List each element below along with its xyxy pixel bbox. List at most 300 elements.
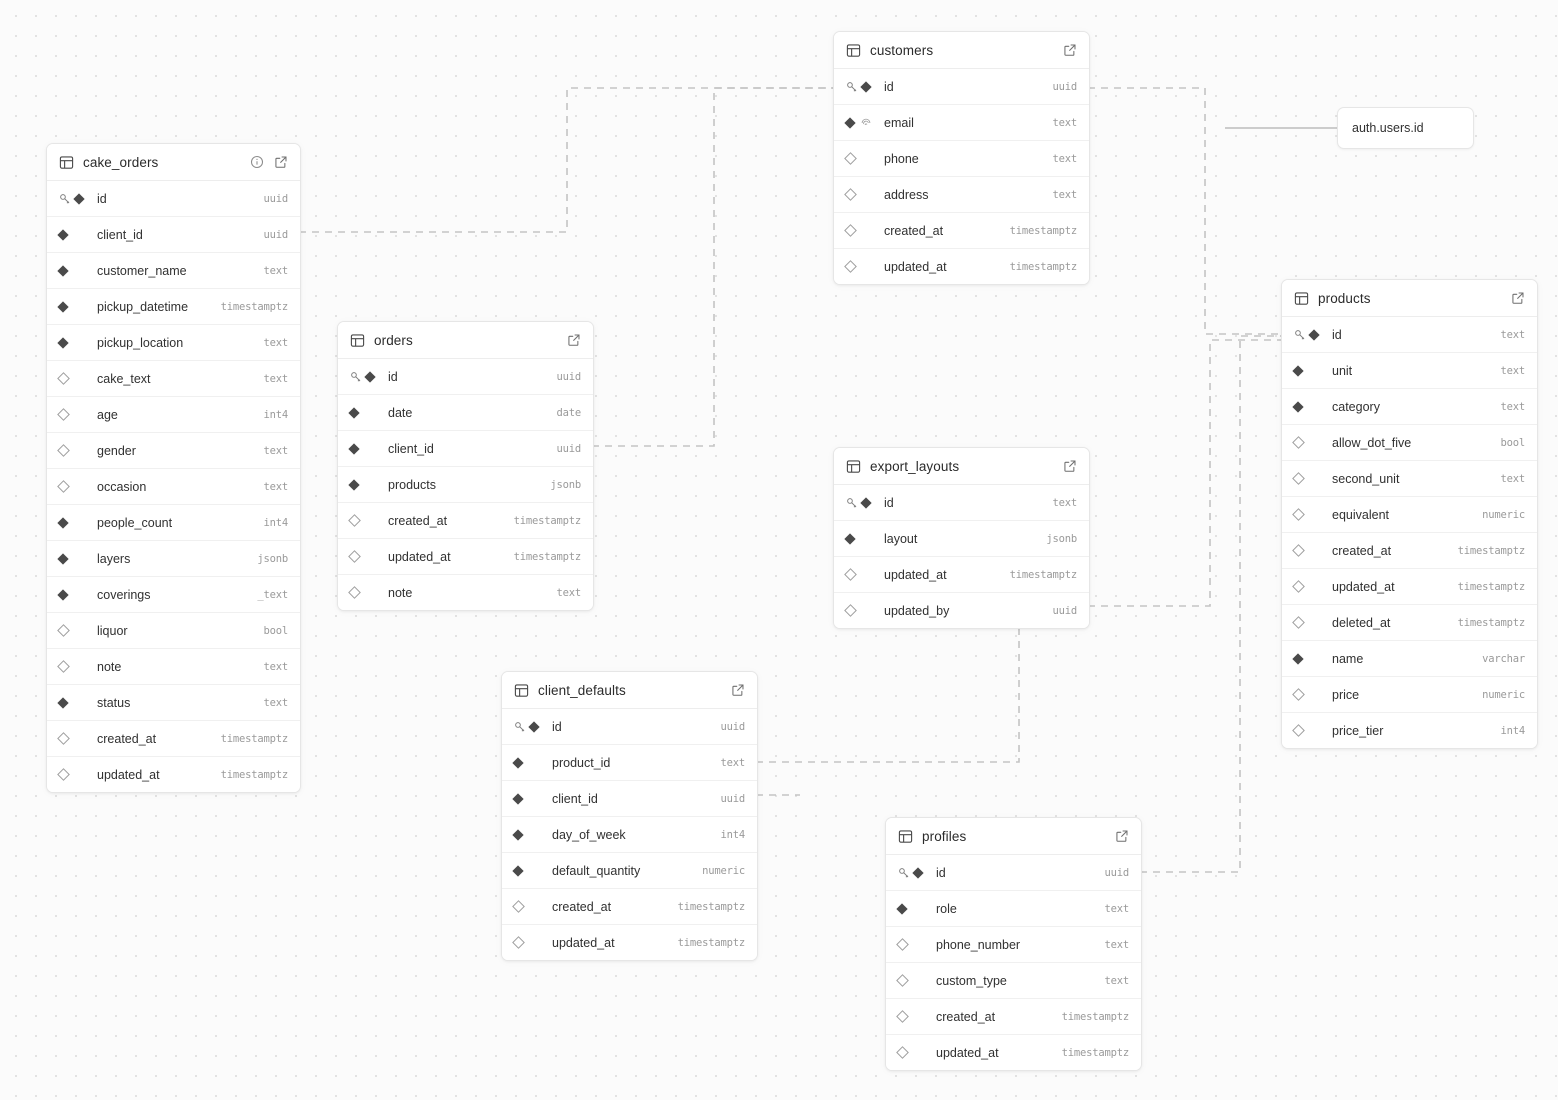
column-markers <box>1294 582 1332 591</box>
column-markers <box>1294 367 1332 375</box>
primary-key-icon <box>846 81 858 93</box>
column-type: timestamptz <box>220 732 288 745</box>
table-title: client_defaults <box>538 682 626 698</box>
column-name: equivalent <box>1332 507 1389 522</box>
table-title: products <box>1318 290 1371 306</box>
column-name: occasion <box>97 479 147 494</box>
table-column-row[interactable] <box>834 485 1089 521</box>
column-type: jsonb <box>257 552 288 565</box>
required-field-icon <box>1292 401 1303 412</box>
column-markers <box>59 446 97 455</box>
column-markers <box>59 626 97 635</box>
nullable-field-icon <box>844 568 857 581</box>
relationship-edge <box>1088 88 1281 334</box>
required-field-icon <box>844 117 855 128</box>
column-name: updated_at <box>552 935 615 950</box>
column-name: price_tier <box>1332 723 1384 738</box>
required-field-icon <box>57 265 68 276</box>
column-name: category <box>1332 399 1380 414</box>
column-type: _text <box>257 588 288 601</box>
column-type: text <box>263 336 288 349</box>
table-column-row[interactable] <box>886 927 1141 963</box>
column-markers <box>59 699 97 707</box>
column-type: text <box>263 444 288 457</box>
table-header-cake_orders[interactable] <box>47 144 300 181</box>
relationship-edge <box>1088 340 1281 606</box>
column-type: text <box>1500 328 1525 341</box>
column-name: note <box>388 585 413 600</box>
column-name: liquor <box>97 623 128 638</box>
nullable-field-icon <box>1292 472 1305 485</box>
nullable-field-icon <box>57 372 70 385</box>
table-column-row[interactable] <box>47 613 300 649</box>
table-column-row[interactable] <box>47 721 300 757</box>
column-type: timestamptz <box>677 936 745 949</box>
column-markers <box>59 339 97 347</box>
nullable-field-icon <box>348 514 361 527</box>
table-node-customers[interactable] <box>833 31 1090 285</box>
column-name: layout <box>884 531 918 546</box>
column-markers <box>59 662 97 671</box>
column-name: address <box>884 187 929 202</box>
table-column-row[interactable] <box>1282 461 1537 497</box>
column-type: text <box>263 480 288 493</box>
table-column-row[interactable] <box>886 963 1141 999</box>
table-header-products[interactable] <box>1282 280 1537 317</box>
open-external-icon[interactable] <box>567 333 581 347</box>
column-name: phone <box>884 151 919 166</box>
column-name: day_of_week <box>552 827 626 842</box>
column-name: role <box>936 901 957 916</box>
required-field-icon <box>57 229 68 240</box>
column-name: people_count <box>97 515 173 530</box>
column-markers <box>1294 690 1332 699</box>
nullable-field-icon <box>1292 436 1305 449</box>
required-field-icon <box>896 903 907 914</box>
column-name: updated_at <box>936 1045 999 1060</box>
table-column-row[interactable] <box>886 999 1141 1035</box>
column-type: int4 <box>263 408 288 421</box>
column-type: numeric <box>1482 508 1525 521</box>
nullable-field-icon <box>57 768 70 781</box>
table-header-customers[interactable] <box>834 32 1089 69</box>
column-markers <box>59 770 97 779</box>
column-type: timestamptz <box>677 900 745 913</box>
table-header-export_layouts[interactable] <box>834 448 1089 485</box>
table-column-row[interactable] <box>1282 389 1537 425</box>
table-header-actions <box>1511 291 1525 305</box>
table-column-row[interactable] <box>47 757 300 792</box>
column-markers <box>898 867 936 879</box>
column-type: uuid <box>1052 80 1077 93</box>
column-name: second_unit <box>1332 471 1400 486</box>
column-name: cake_text <box>97 371 151 386</box>
column-markers <box>350 588 388 597</box>
column-name: gender <box>97 443 136 458</box>
table-column-row[interactable] <box>834 249 1089 284</box>
column-name: id <box>884 495 894 510</box>
column-markers <box>59 410 97 419</box>
table-column-row[interactable] <box>1282 677 1537 713</box>
column-type: timestamptz <box>220 768 288 781</box>
column-name: created_at <box>936 1009 996 1024</box>
column-markers <box>846 81 884 93</box>
column-name: updated_at <box>388 549 451 564</box>
column-type: int4 <box>1500 724 1525 737</box>
table-column-row[interactable] <box>47 181 300 217</box>
table-title: profiles <box>922 828 967 844</box>
nullable-field-icon <box>896 974 909 987</box>
column-type: numeric <box>702 864 745 877</box>
column-name: price <box>1332 687 1360 702</box>
table-column-row[interactable] <box>834 557 1089 593</box>
column-type: text <box>1052 116 1077 129</box>
column-markers <box>846 262 884 271</box>
open-external-icon[interactable] <box>1063 43 1077 57</box>
open-external-icon[interactable] <box>274 155 288 169</box>
column-type: uuid <box>556 370 581 383</box>
column-markers <box>1294 438 1332 447</box>
relationship-edge <box>299 88 833 232</box>
required-field-icon <box>57 517 68 528</box>
table-column-row[interactable] <box>1282 713 1537 748</box>
table-title: export_layouts <box>870 458 960 474</box>
column-markers <box>59 591 97 599</box>
column-name: custom_type <box>936 973 1007 988</box>
required-field-icon <box>512 829 523 840</box>
table-column-row[interactable] <box>338 359 593 395</box>
column-type: timestamptz <box>1457 544 1525 557</box>
nullable-field-icon <box>57 660 70 673</box>
column-name: id <box>884 79 894 94</box>
column-markers <box>846 117 884 129</box>
column-type: text <box>1052 152 1077 165</box>
table-column-row[interactable] <box>502 853 757 889</box>
table-icon <box>514 683 529 698</box>
table-column-row[interactable] <box>47 361 300 397</box>
table-icon <box>898 829 913 844</box>
nullable-field-icon <box>57 444 70 457</box>
column-markers <box>59 231 97 239</box>
nullable-field-icon <box>57 480 70 493</box>
required-field-icon <box>860 81 871 92</box>
nullable-field-icon <box>57 408 70 421</box>
table-column-row[interactable] <box>886 1035 1141 1070</box>
column-markers <box>1294 510 1332 519</box>
column-type: text <box>263 264 288 277</box>
column-type: timestamptz <box>1061 1046 1129 1059</box>
nullable-field-icon <box>896 1046 909 1059</box>
column-type: timestamptz <box>1009 260 1077 273</box>
nullable-field-icon <box>896 1010 909 1023</box>
table-column-row[interactable] <box>1282 533 1537 569</box>
primary-key-icon <box>350 371 362 383</box>
column-markers <box>846 190 884 199</box>
column-name: layers <box>97 551 131 566</box>
table-column-row[interactable] <box>47 433 300 469</box>
table-column-row[interactable] <box>1282 605 1537 641</box>
table-column-row[interactable] <box>338 467 593 503</box>
table-column-row[interactable] <box>502 745 757 781</box>
column-type: int4 <box>263 516 288 529</box>
column-type: uuid <box>720 720 745 733</box>
column-name: product_id <box>552 755 611 770</box>
table-column-row[interactable] <box>338 539 593 575</box>
column-markers <box>514 721 552 733</box>
column-type: timestamptz <box>220 300 288 313</box>
column-markers <box>898 905 936 913</box>
open-external-icon[interactable] <box>731 683 745 697</box>
table-title: cake_orders <box>83 154 159 170</box>
column-type: numeric <box>1482 688 1525 701</box>
table-column-row[interactable] <box>502 817 757 853</box>
column-name: id <box>936 865 946 880</box>
column-name: updated_at <box>97 767 160 782</box>
column-markers <box>514 831 552 839</box>
table-column-row[interactable] <box>502 889 757 925</box>
table-icon <box>846 43 861 58</box>
column-markers <box>898 1048 936 1057</box>
required-field-icon <box>57 301 68 312</box>
required-field-icon <box>348 479 359 490</box>
column-name: updated_at <box>1332 579 1395 594</box>
column-type: text <box>720 756 745 769</box>
column-type: date <box>556 406 581 419</box>
required-field-icon <box>57 553 68 564</box>
table-header-actions <box>1063 43 1077 57</box>
table-column-row[interactable] <box>834 105 1089 141</box>
nullable-field-icon <box>844 152 857 165</box>
table-column-row[interactable] <box>47 541 300 577</box>
nullable-field-icon <box>512 900 525 913</box>
table-column-row[interactable] <box>1282 317 1537 353</box>
table-header-actions <box>1063 459 1077 473</box>
table-column-row[interactable] <box>1282 353 1537 389</box>
column-type: text <box>263 696 288 709</box>
table-node-client_defaults[interactable] <box>501 671 758 961</box>
required-field-icon <box>57 589 68 600</box>
column-name: coverings <box>97 587 151 602</box>
column-markers <box>1294 655 1332 663</box>
column-markers <box>59 734 97 743</box>
table-column-row[interactable] <box>834 521 1089 557</box>
column-markers <box>1294 546 1332 555</box>
table-column-row[interactable] <box>1282 641 1537 677</box>
table-column-row[interactable] <box>834 593 1089 628</box>
table-node-cake_orders[interactable] <box>46 143 301 793</box>
open-external-icon[interactable] <box>1511 291 1525 305</box>
column-markers <box>350 409 388 417</box>
column-markers <box>350 445 388 453</box>
table-column-row[interactable] <box>338 503 593 539</box>
required-field-icon <box>73 193 84 204</box>
table-column-row[interactable] <box>834 69 1089 105</box>
table-column-row[interactable] <box>47 577 300 613</box>
column-type: uuid <box>263 228 288 241</box>
table-column-row[interactable] <box>338 395 593 431</box>
required-field-icon <box>348 407 359 418</box>
column-name: id <box>97 191 107 206</box>
column-markers <box>1294 726 1332 735</box>
column-markers <box>350 481 388 489</box>
column-type: bool <box>1500 436 1525 449</box>
primary-key-icon <box>1294 329 1306 341</box>
nullable-field-icon <box>1292 724 1305 737</box>
required-field-icon <box>512 865 523 876</box>
open-external-icon[interactable] <box>1063 459 1077 473</box>
column-markers <box>59 519 97 527</box>
external-node-label: auth.users.id <box>1352 121 1424 135</box>
table-column-row[interactable] <box>502 925 757 960</box>
nullable-field-icon <box>57 732 70 745</box>
table-icon <box>1294 291 1309 306</box>
nullable-field-icon <box>844 604 857 617</box>
column-type: timestamptz <box>1009 568 1077 581</box>
table-column-row[interactable] <box>834 141 1089 177</box>
required-field-icon <box>844 533 855 544</box>
table-icon <box>350 333 365 348</box>
primary-key-icon <box>846 497 858 509</box>
table-column-row[interactable] <box>1282 425 1537 461</box>
table-title: orders <box>374 332 413 348</box>
column-type: uuid <box>556 442 581 455</box>
column-type: jsonb <box>550 478 581 491</box>
column-type: text <box>1052 188 1077 201</box>
column-name: phone_number <box>936 937 1021 952</box>
column-name: client_id <box>388 441 434 456</box>
column-type: text <box>263 372 288 385</box>
table-column-row[interactable] <box>834 213 1089 249</box>
column-markers <box>1294 474 1332 483</box>
column-name: products <box>388 477 436 492</box>
unique-index-icon <box>860 117 872 129</box>
table-header-profiles[interactable] <box>886 818 1141 855</box>
column-name: id <box>388 369 398 384</box>
column-markers <box>350 516 388 525</box>
column-markers <box>846 535 884 543</box>
required-field-icon <box>348 443 359 454</box>
primary-key-icon <box>898 867 910 879</box>
column-type: text <box>1104 902 1129 915</box>
column-markers <box>514 759 552 767</box>
column-name: client_id <box>552 791 598 806</box>
column-name: created_at <box>1332 543 1392 558</box>
table-node-export_layouts[interactable] <box>833 447 1090 629</box>
column-markers <box>1294 329 1332 341</box>
column-markers <box>1294 618 1332 627</box>
table-column-row[interactable] <box>1282 497 1537 533</box>
column-name: name <box>1332 651 1364 666</box>
table-header-orders[interactable] <box>338 322 593 359</box>
table-title: customers <box>870 42 934 58</box>
required-field-icon <box>364 371 375 382</box>
column-name: pickup_location <box>97 335 184 350</box>
primary-key-icon <box>514 721 526 733</box>
column-markers <box>514 795 552 803</box>
column-type: timestamptz <box>1457 616 1525 629</box>
table-column-row[interactable] <box>1282 569 1537 605</box>
table-node-products[interactable] <box>1281 279 1538 749</box>
column-markers <box>59 267 97 275</box>
table-icon <box>846 459 861 474</box>
table-column-row[interactable] <box>338 431 593 467</box>
table-column-row[interactable] <box>47 397 300 433</box>
table-column-row[interactable] <box>47 685 300 721</box>
nullable-field-icon <box>1292 544 1305 557</box>
column-type: text <box>1500 364 1525 377</box>
column-markers <box>59 374 97 383</box>
required-field-icon <box>860 497 871 508</box>
required-field-icon <box>57 337 68 348</box>
nullable-field-icon <box>57 624 70 637</box>
required-field-icon <box>512 793 523 804</box>
table-header-client_defaults[interactable] <box>502 672 757 709</box>
table-node-orders[interactable] <box>337 321 594 611</box>
nullable-field-icon <box>348 550 361 563</box>
column-name: default_quantity <box>552 863 641 878</box>
column-type: text <box>1104 938 1129 951</box>
column-name: created_at <box>97 731 157 746</box>
nullable-field-icon <box>1292 580 1305 593</box>
column-name: deleted_at <box>1332 615 1391 630</box>
column-type: int4 <box>720 828 745 841</box>
table-column-row[interactable] <box>47 289 300 325</box>
table-column-row[interactable] <box>834 177 1089 213</box>
required-field-icon <box>528 721 539 732</box>
column-name: note <box>97 659 122 674</box>
column-name: created_at <box>552 899 612 914</box>
table-column-row[interactable] <box>47 217 300 253</box>
column-type: text <box>1500 472 1525 485</box>
table-column-row[interactable] <box>886 891 1141 927</box>
table-column-row[interactable] <box>47 325 300 361</box>
column-name: created_at <box>388 513 448 528</box>
table-column-row[interactable] <box>47 649 300 685</box>
column-name: client_id <box>97 227 143 242</box>
column-markers <box>898 1012 936 1021</box>
table-column-row[interactable] <box>886 855 1141 891</box>
table-column-row[interactable] <box>47 505 300 541</box>
external-node-auth_users_id[interactable] <box>1337 107 1474 149</box>
table-node-profiles[interactable] <box>885 817 1142 1071</box>
table-column-row[interactable] <box>47 469 300 505</box>
relationship-edge <box>592 88 833 446</box>
info-icon[interactable] <box>250 155 264 169</box>
column-markers <box>514 902 552 911</box>
column-markers <box>514 938 552 947</box>
relationship-edge <box>1140 336 1281 872</box>
table-column-row[interactable] <box>502 709 757 745</box>
table-column-row[interactable] <box>47 253 300 289</box>
required-field-icon <box>57 697 68 708</box>
column-markers <box>898 940 936 949</box>
column-name: updated_at <box>884 567 947 582</box>
open-external-icon[interactable] <box>1115 829 1129 843</box>
nullable-field-icon <box>1292 508 1305 521</box>
column-name: email <box>884 115 914 130</box>
column-markers <box>846 154 884 163</box>
column-markers <box>59 303 97 311</box>
column-markers <box>350 371 388 383</box>
required-field-icon <box>1308 329 1319 340</box>
nullable-field-icon <box>844 224 857 237</box>
column-name: date <box>388 405 413 420</box>
table-column-row[interactable] <box>502 781 757 817</box>
column-type: timestamptz <box>513 550 581 563</box>
table-column-row[interactable] <box>338 575 593 610</box>
column-markers <box>898 976 936 985</box>
column-type: jsonb <box>1046 532 1077 545</box>
